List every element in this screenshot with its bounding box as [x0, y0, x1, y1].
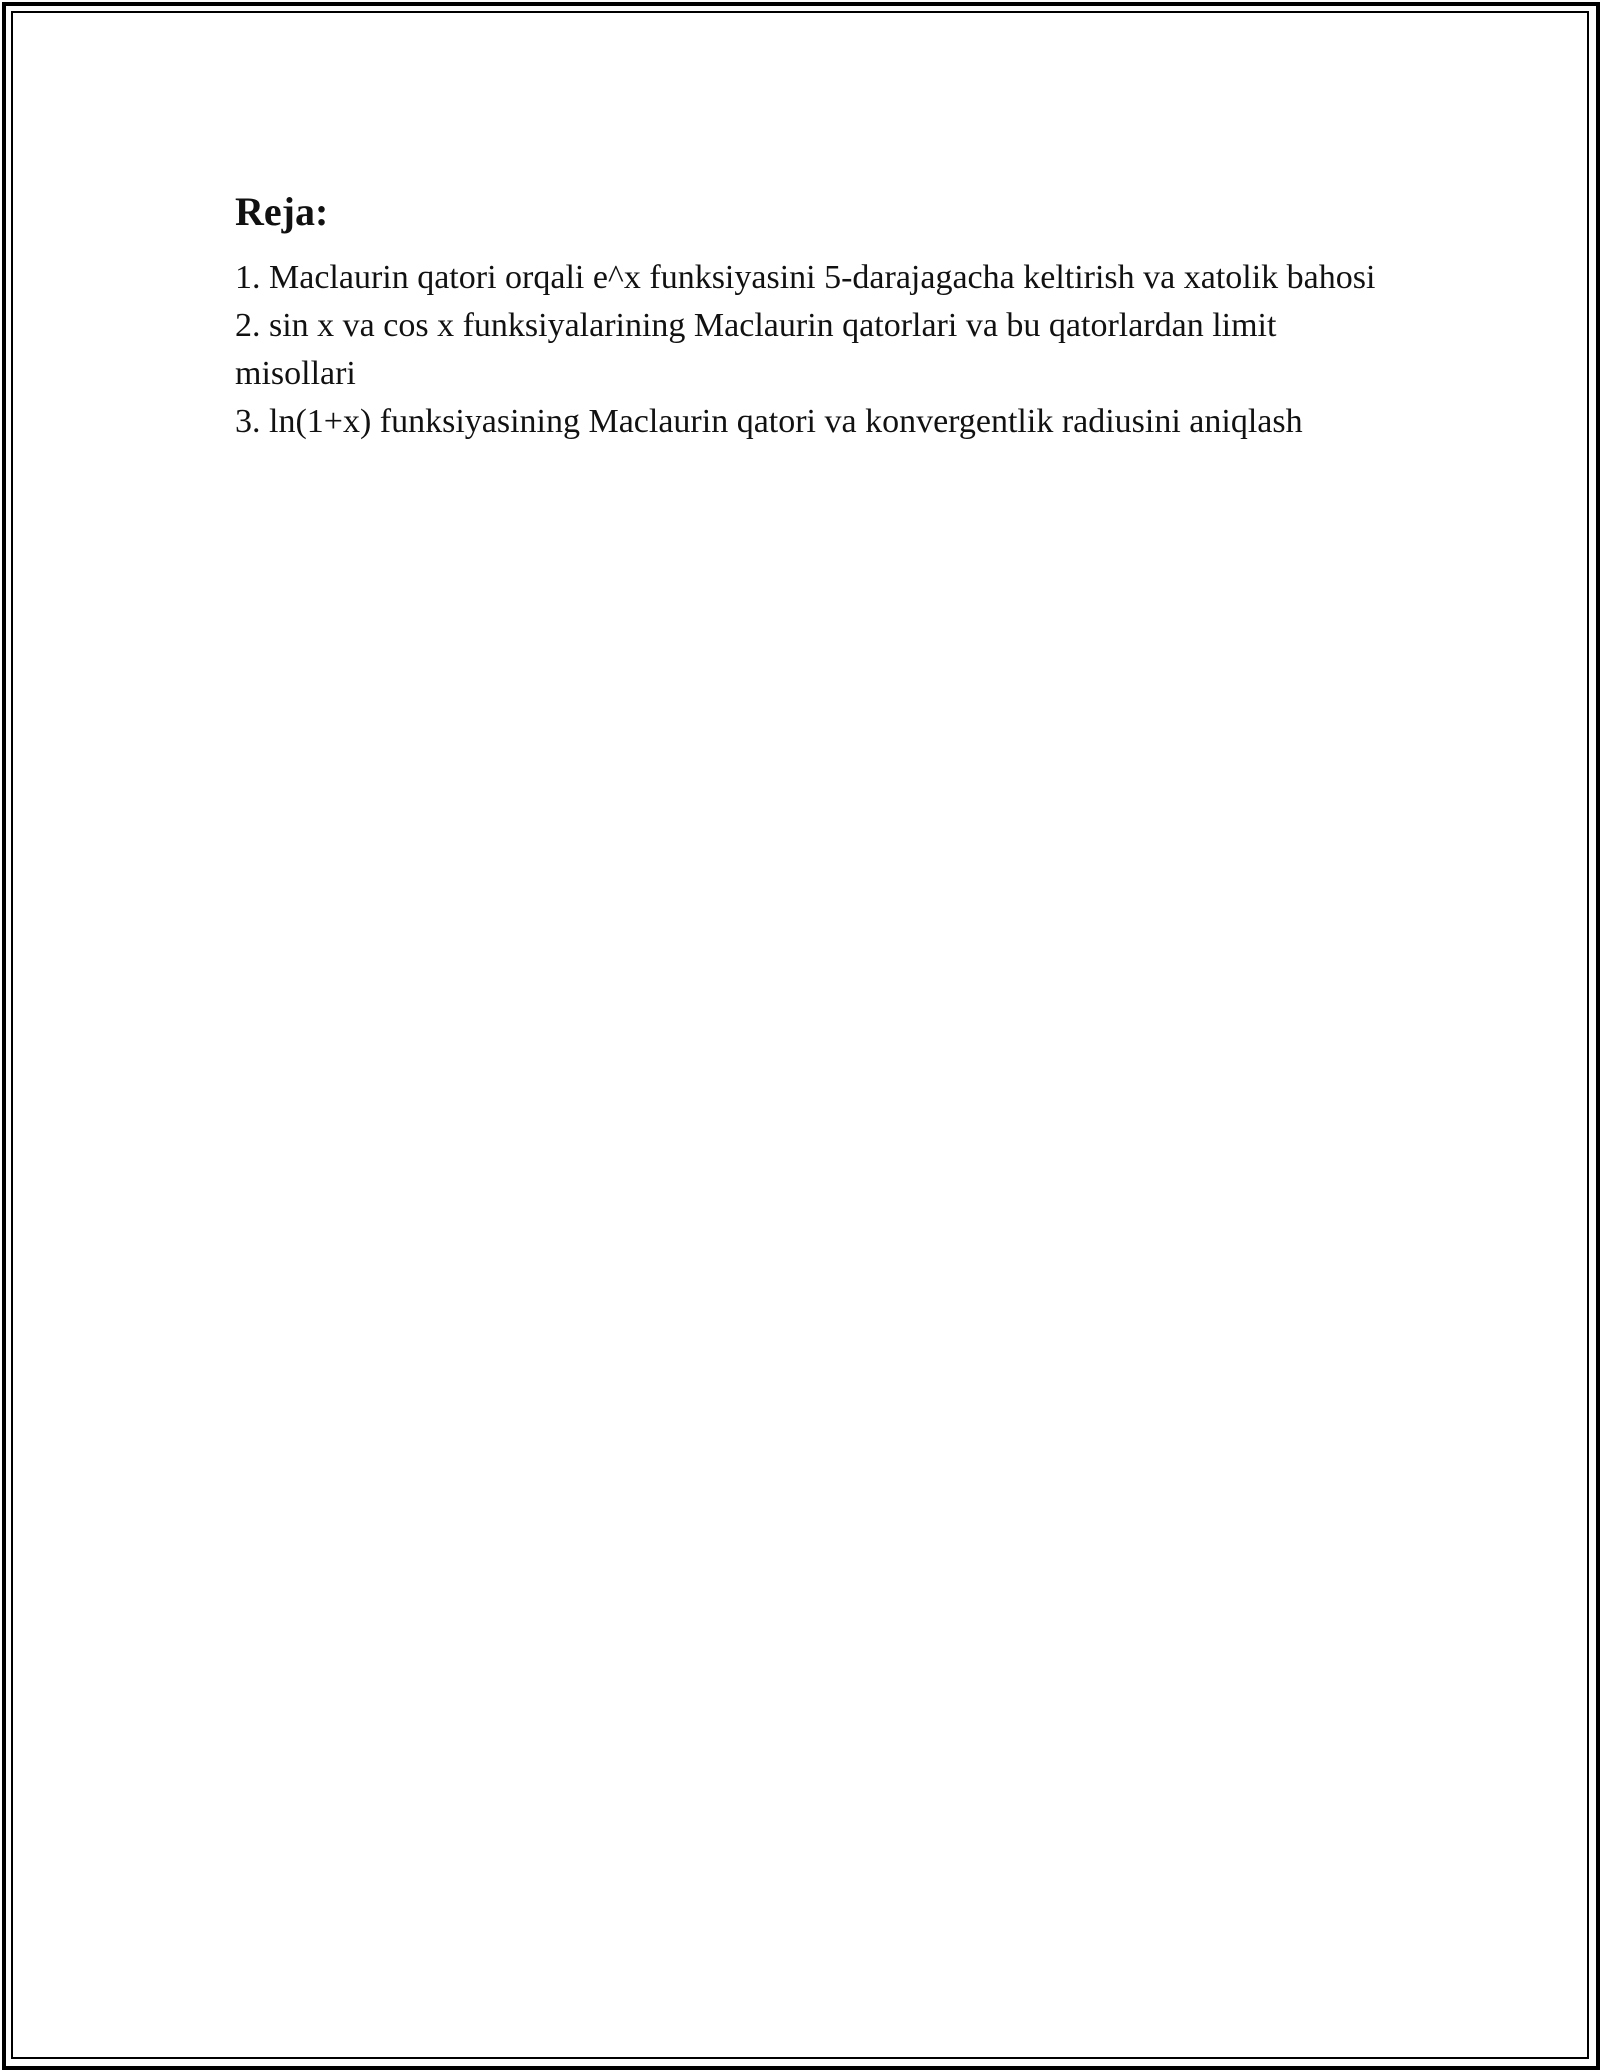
plan-item-1: 1. Maclaurin qatori orqali e^x funksiyasini 5-darajagacha keltirish va xatolik bahosi — [235, 259, 1376, 296]
document-body — [235, 182, 1395, 446]
plan-list — [235, 254, 1395, 446]
plan-item-3: 3. ln(1+x) funksiyasining Maclaurin qatori va konvergentlik radiusini aniqlash — [235, 403, 1303, 440]
plan-item-2: 2. sin x va cos x funksiyalarining Maclaurin qatorlari va bu qatorlardan limit misollari — [235, 307, 1277, 392]
plan-heading: Reja: — [235, 189, 329, 234]
